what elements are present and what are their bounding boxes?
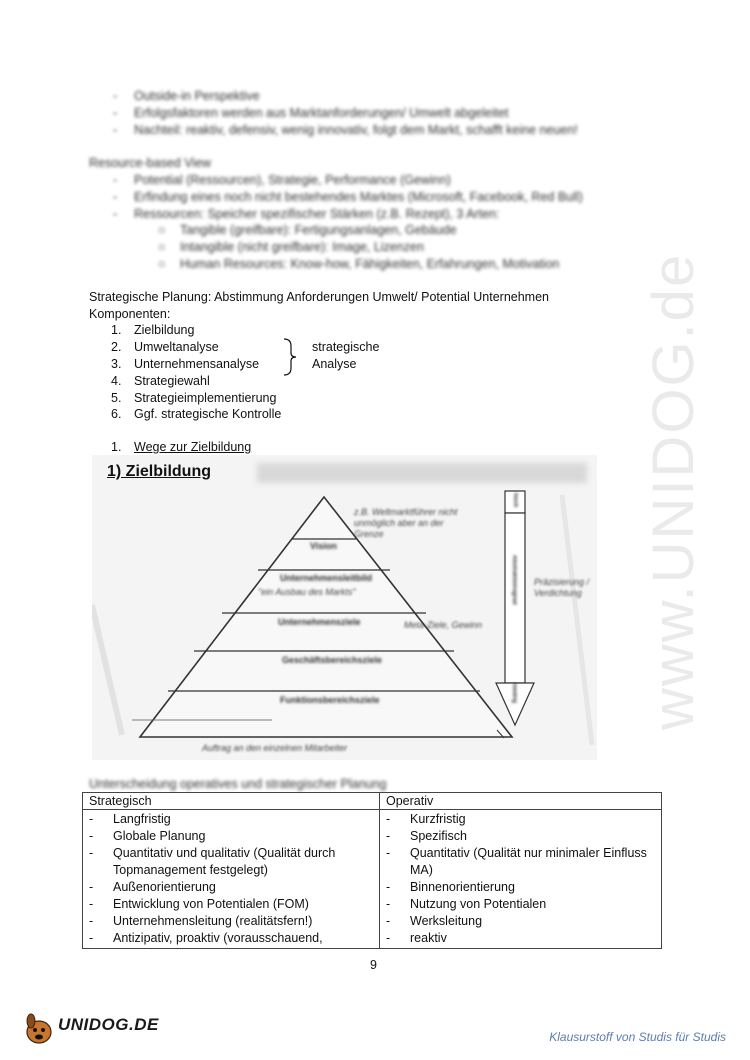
cell-text: Unternehmensleitung (realitätsfern!): [113, 914, 313, 928]
page-number: 9: [370, 958, 377, 972]
bullet-dash: -: [89, 897, 94, 911]
dog-mascot-icon: [22, 1012, 56, 1046]
bullet-dash: -: [89, 880, 94, 894]
sub-list-item: Human Resources: Know-how, Fähigkeiten, Erfahrungen, Motivation: [180, 257, 560, 271]
handwritten-note: Präzisierung / Verdichtung: [534, 577, 590, 598]
sub-list-item: Intangible (nicht greifbare): Image, Lizenzen: [180, 240, 424, 254]
bullet-dash: -: [113, 190, 118, 204]
component-item: Zielbildung: [134, 323, 195, 337]
item-number: 6.: [111, 407, 122, 421]
cell-text: Entwicklung von Potentialen (FOM): [113, 897, 309, 911]
section-heading: Resource-based View: [89, 156, 212, 170]
list-item: Potential (Ressourcen), Strategie, Performance (Gewinn): [134, 173, 451, 187]
bullet-dash: -: [386, 880, 391, 894]
pyramid-layer-label: Vision: [310, 541, 337, 551]
pyramid-layer-label: Unternehmensziele: [278, 617, 361, 627]
brace-label-strategic: strategische: [312, 340, 380, 354]
component-item: Strategiewahl: [134, 374, 210, 388]
cell-text: Globale Planung: [113, 829, 206, 843]
sub-bullet-circle: ○: [158, 257, 166, 271]
table-cell-strategic: [83, 810, 380, 949]
list-item: Outside-in Perspektive: [134, 89, 260, 103]
watermark-text: www.UNIDOG.de: [641, 252, 706, 730]
bullet-dash: -: [386, 931, 391, 945]
pyramid-layer-label: Funktionsbereichsziele: [280, 695, 380, 705]
cell-text: Außenorientierung: [113, 880, 216, 894]
bullet-dash: -: [386, 812, 391, 826]
cell-text: Antizipativ, proaktiv (vorausschauend,: [113, 931, 323, 945]
list-item: Erfolgsfaktoren werden aus Marktanforderungen/ Umwelt abgeleitet: [134, 106, 509, 120]
table-caption: Unterscheidung operatives und strategischer Planung: [89, 777, 387, 791]
cell-text: Spezifisch: [410, 829, 467, 843]
arrow-label-low: niedrig: [511, 683, 517, 704]
list-item: Erfindung eines noch nicht bestehendes Marktes (Microsoft, Facebook, Red Bull): [134, 190, 583, 204]
bullet-dash: -: [113, 123, 118, 137]
sub-bullet-circle: ○: [158, 240, 166, 254]
bullet-dash: -: [89, 846, 94, 860]
bullet-dash: -: [89, 829, 94, 843]
cell-text: Quantitativ (Qualität nur minimaler Einfluss MA): [410, 846, 647, 877]
list-item: Ressourcen: Speicher spezifischer Stärken (z.B. Rezept), 3 Arten:: [134, 207, 500, 221]
pyramid-drawing: [92, 455, 597, 760]
bullet-dash: -: [386, 829, 391, 843]
component-item: Unternehmensanalyse: [134, 357, 260, 371]
cell-text: Kurzfristig: [410, 812, 466, 826]
handwritten-note: Auftrag an den einzelnen Mitarbeiter: [202, 743, 348, 753]
item-number: 4.: [111, 374, 122, 388]
curly-brace: [282, 338, 298, 376]
bullet-dash: -: [386, 914, 391, 928]
component-item: Strategieimplementierung: [134, 391, 277, 405]
cell-text: Binnenorientierung: [410, 880, 515, 894]
bullet-dash: -: [113, 207, 118, 221]
goal-pyramid-figure: [92, 455, 597, 760]
table-header-operative: Operativ: [380, 793, 662, 810]
item-number: 1.: [111, 323, 122, 337]
bullet-dash: -: [113, 89, 118, 103]
list-item: Nachteil: reaktiv, defensiv, wenig innovativ, folgt dem Markt, schafft keine neuen!: [134, 123, 578, 137]
handwritten-note: Meta-Ziele, Gewinn: [404, 620, 483, 630]
arrow-label-mid: Abstraktionsgrad: [511, 555, 517, 605]
item-number: 3.: [111, 357, 122, 371]
bullet-dash: -: [386, 897, 391, 911]
handwritten-note: z.B. Weltmarktführer nicht unmöglich aber an der Grenze: [354, 507, 458, 539]
footer-tagline: Klausurstoff von Studis für Studis: [549, 1030, 726, 1044]
figure-title: 1) Zielbildung: [107, 463, 211, 480]
item-number: 1.: [111, 440, 122, 454]
table-header-row: [83, 793, 662, 810]
cell-text: Langfristig: [113, 812, 171, 826]
bullet-dash: -: [89, 914, 94, 928]
handwritten-note: "ein Ausbau des Markts": [258, 587, 356, 597]
cell-text: reaktiv: [410, 931, 447, 945]
cell-text: Werksleitung: [410, 914, 483, 928]
site-logo[interactable]: UNIDOG.DE: [58, 1015, 159, 1034]
table-cell-operative: [380, 810, 662, 949]
brace-label-analysis: Analyse: [312, 357, 357, 371]
arrow-label-high: hoch: [512, 493, 518, 508]
item-number: 5.: [111, 391, 122, 405]
bullet-dash: -: [89, 812, 94, 826]
bullet-dash: -: [89, 931, 94, 945]
component-item: Ggf. strategische Kontrolle: [134, 407, 282, 421]
sub-bullet-circle: ○: [158, 223, 166, 237]
bullet-dash: -: [386, 846, 391, 860]
sub-list-item: Tangible (greifbare): Fertigungsanlagen, Gebäude: [180, 223, 457, 237]
table-row: [83, 810, 662, 949]
cell-text: Nutzung von Potentialen: [410, 897, 547, 911]
components-label: Komponenten:: [89, 307, 171, 321]
pyramid-layer-label: Unternehmensleitbild: [280, 573, 373, 583]
bullet-dash: -: [113, 173, 118, 187]
bullet-dash: -: [113, 106, 118, 120]
comparison-table: [82, 792, 662, 949]
planning-intro: Strategische Planung: Abstimmung Anforderungen Umwelt/ Potential Unternehmen: [89, 290, 549, 304]
component-item: Umweltanalyse: [134, 340, 219, 354]
table-header-strategic: Strategisch: [83, 793, 380, 810]
pyramid-layer-label: Geschäftsbereichsziele: [282, 655, 383, 665]
cell-text: Quantitativ und qualitativ (Qualität durch Topmanagement festgelegt): [113, 846, 336, 877]
goal-setting-link[interactable]: Wege zur Zielbildung: [134, 440, 252, 454]
item-number: 2.: [111, 340, 122, 354]
